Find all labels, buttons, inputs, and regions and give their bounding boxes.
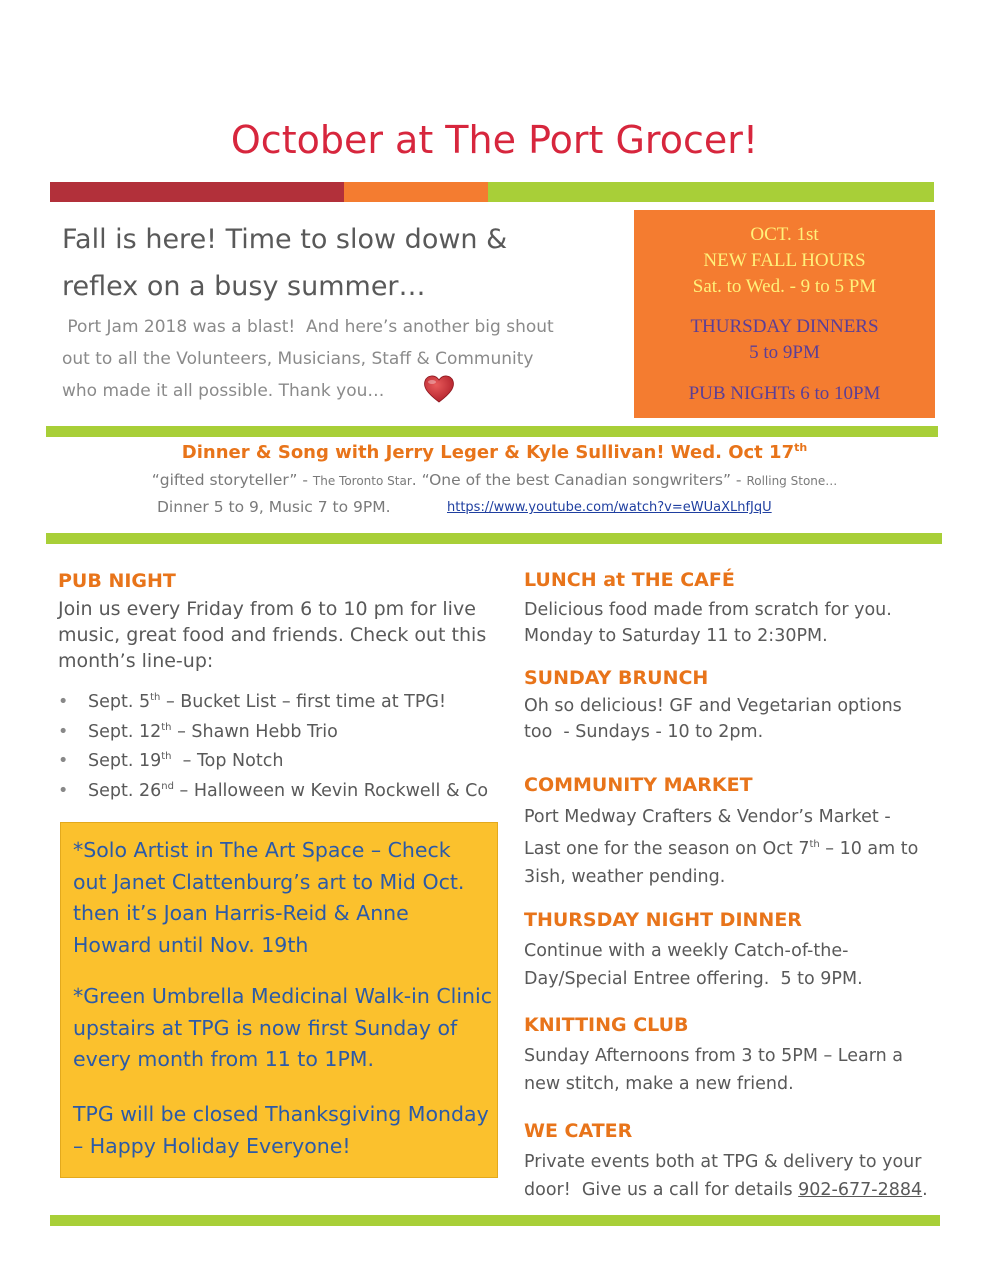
dinner-song-heading: [0, 441, 989, 463]
dinner-song-heading-sup: th: [794, 441, 808, 454]
quote-line: [0, 471, 989, 489]
pub-night-title: PUB NIGHT: [58, 570, 176, 592]
list-item: • Sept. 5th – Bucket List – first time at TPG!: [58, 692, 528, 722]
fall-hours-box: [634, 210, 935, 418]
cater-title: WE CATER: [524, 1120, 633, 1142]
intro-heading-line: Fall is here! Time to slow down &: [62, 224, 508, 255]
quote-text: . “One of the best Canadian songwriters” -: [411, 471, 747, 489]
pub-night-line: Join us every Friday from 6 to 10 pm for live: [58, 598, 476, 620]
hours-line: THURSDAY DINNERS: [690, 316, 879, 337]
intro-heading: [62, 216, 602, 310]
divider-bar-green: [50, 1215, 940, 1226]
hours-line: NEW FALL HOURS: [703, 250, 866, 271]
intro-body: [62, 311, 622, 407]
lunch-title: LUNCH at THE CAFÉ: [524, 569, 735, 591]
lunch-body: Delicious food made from scratch for you. Monday to Saturday 11 to 2:30PM.: [524, 600, 892, 646]
hours-line: OCT. 1st: [750, 224, 819, 245]
brunch-title: SUNDAY BRUNCH: [524, 667, 709, 689]
phone-link[interactable]: 902-677-2884: [798, 1180, 923, 1200]
quote-source: The Toronto Star: [312, 474, 412, 488]
list-item: • Sept. 19th – Top Notch: [58, 751, 528, 781]
notice-paragraph: TPG will be closed Thanksgiving Monday – Happy Holiday Everyone!: [73, 1102, 489, 1158]
quote-text: “gifted storyteller” -: [151, 471, 313, 489]
brunch-body: Oh so delicious! GF and Vegetarian options too - Sundays - 10 to 2pm.: [524, 696, 902, 742]
dinner-song-heading-text: Dinner & Song with Jerry Leger & Kyle Sullivan! Wed. Oct 17: [181, 442, 795, 463]
hours-line: PUB NIGHTs 6 to 10PM: [688, 383, 881, 404]
thursday-dinner-body: Continue with a weekly Catch-of-the- Day/Special Entree offering. 5 to 9PM.: [524, 941, 863, 989]
pub-night-line: music, great food and friends. Check out this: [58, 624, 487, 646]
market-body: Port Medway Crafters & Vendor’s Market - Last one for the season on Oct 7th – 10 am to 3ish, weather pending.: [524, 807, 919, 887]
thursday-dinner-title: THURSDAY NIGHT DINNER: [524, 909, 802, 931]
divider-bar-orange: [344, 182, 488, 202]
divider-bar-green: [46, 533, 942, 544]
youtube-link[interactable]: https://www.youtube.com/watch?v=eWUaXLhfJqU: [447, 500, 772, 515]
intro-body-line: out to all the Volunteers, Musicians, Staff & Community: [62, 349, 534, 369]
notice-paragraph: *Green Umbrella Medicinal Walk-in Clinic upstairs at TPG is now first Sunday of every month from 11 to 1PM.: [73, 984, 492, 1071]
hours-line: Sat. to Wed. - 9 to 5 PM: [692, 276, 877, 297]
dinner-times: Dinner 5 to 9, Music 7 to 9PM.: [157, 498, 391, 516]
intro-body-line: who made it all possible. Thank you…: [62, 381, 385, 401]
pub-night-body: [58, 596, 528, 674]
market-title: COMMUNITY MARKET: [524, 774, 753, 796]
divider-bar-green: [46, 426, 938, 437]
page-title: October at The Port Grocer!: [230, 118, 759, 162]
quote-source: Rolling Stone…: [746, 474, 838, 488]
notice-box: [60, 822, 498, 1178]
heart-icon: [421, 373, 457, 405]
cater-body: Private events both at TPG & delivery to your door! Give us a call for details 902-677-2884.: [524, 1152, 928, 1200]
knitting-body: Sunday Afternoons from 3 to 5PM – Learn a new stitch, make a new friend.: [524, 1046, 904, 1094]
list-item: • Sept. 12th – Shawn Hebb Trio: [58, 722, 528, 752]
hours-line: 5 to 9PM: [749, 342, 820, 363]
divider-bar-red: [50, 182, 344, 202]
divider-bar-green: [488, 182, 934, 202]
pub-lineup-list: [58, 692, 528, 810]
knitting-title: KNITTING CLUB: [524, 1014, 689, 1036]
list-item: • Sept. 26nd – Halloween w Kevin Rockwell & Co: [58, 781, 528, 811]
intro-heading-line: reflex on a busy summer…: [62, 271, 426, 302]
intro-body-line: Port Jam 2018 was a blast! And here’s another big shout: [62, 317, 554, 337]
notice-paragraph: *Solo Artist in The Art Space – Check out Janet Clattenburg’s art to Mid Oct. then it’s Joan Harris-Reid & Anne Howard until Nov. 19th: [73, 838, 465, 957]
pub-night-line: month’s line-up:: [58, 650, 214, 672]
